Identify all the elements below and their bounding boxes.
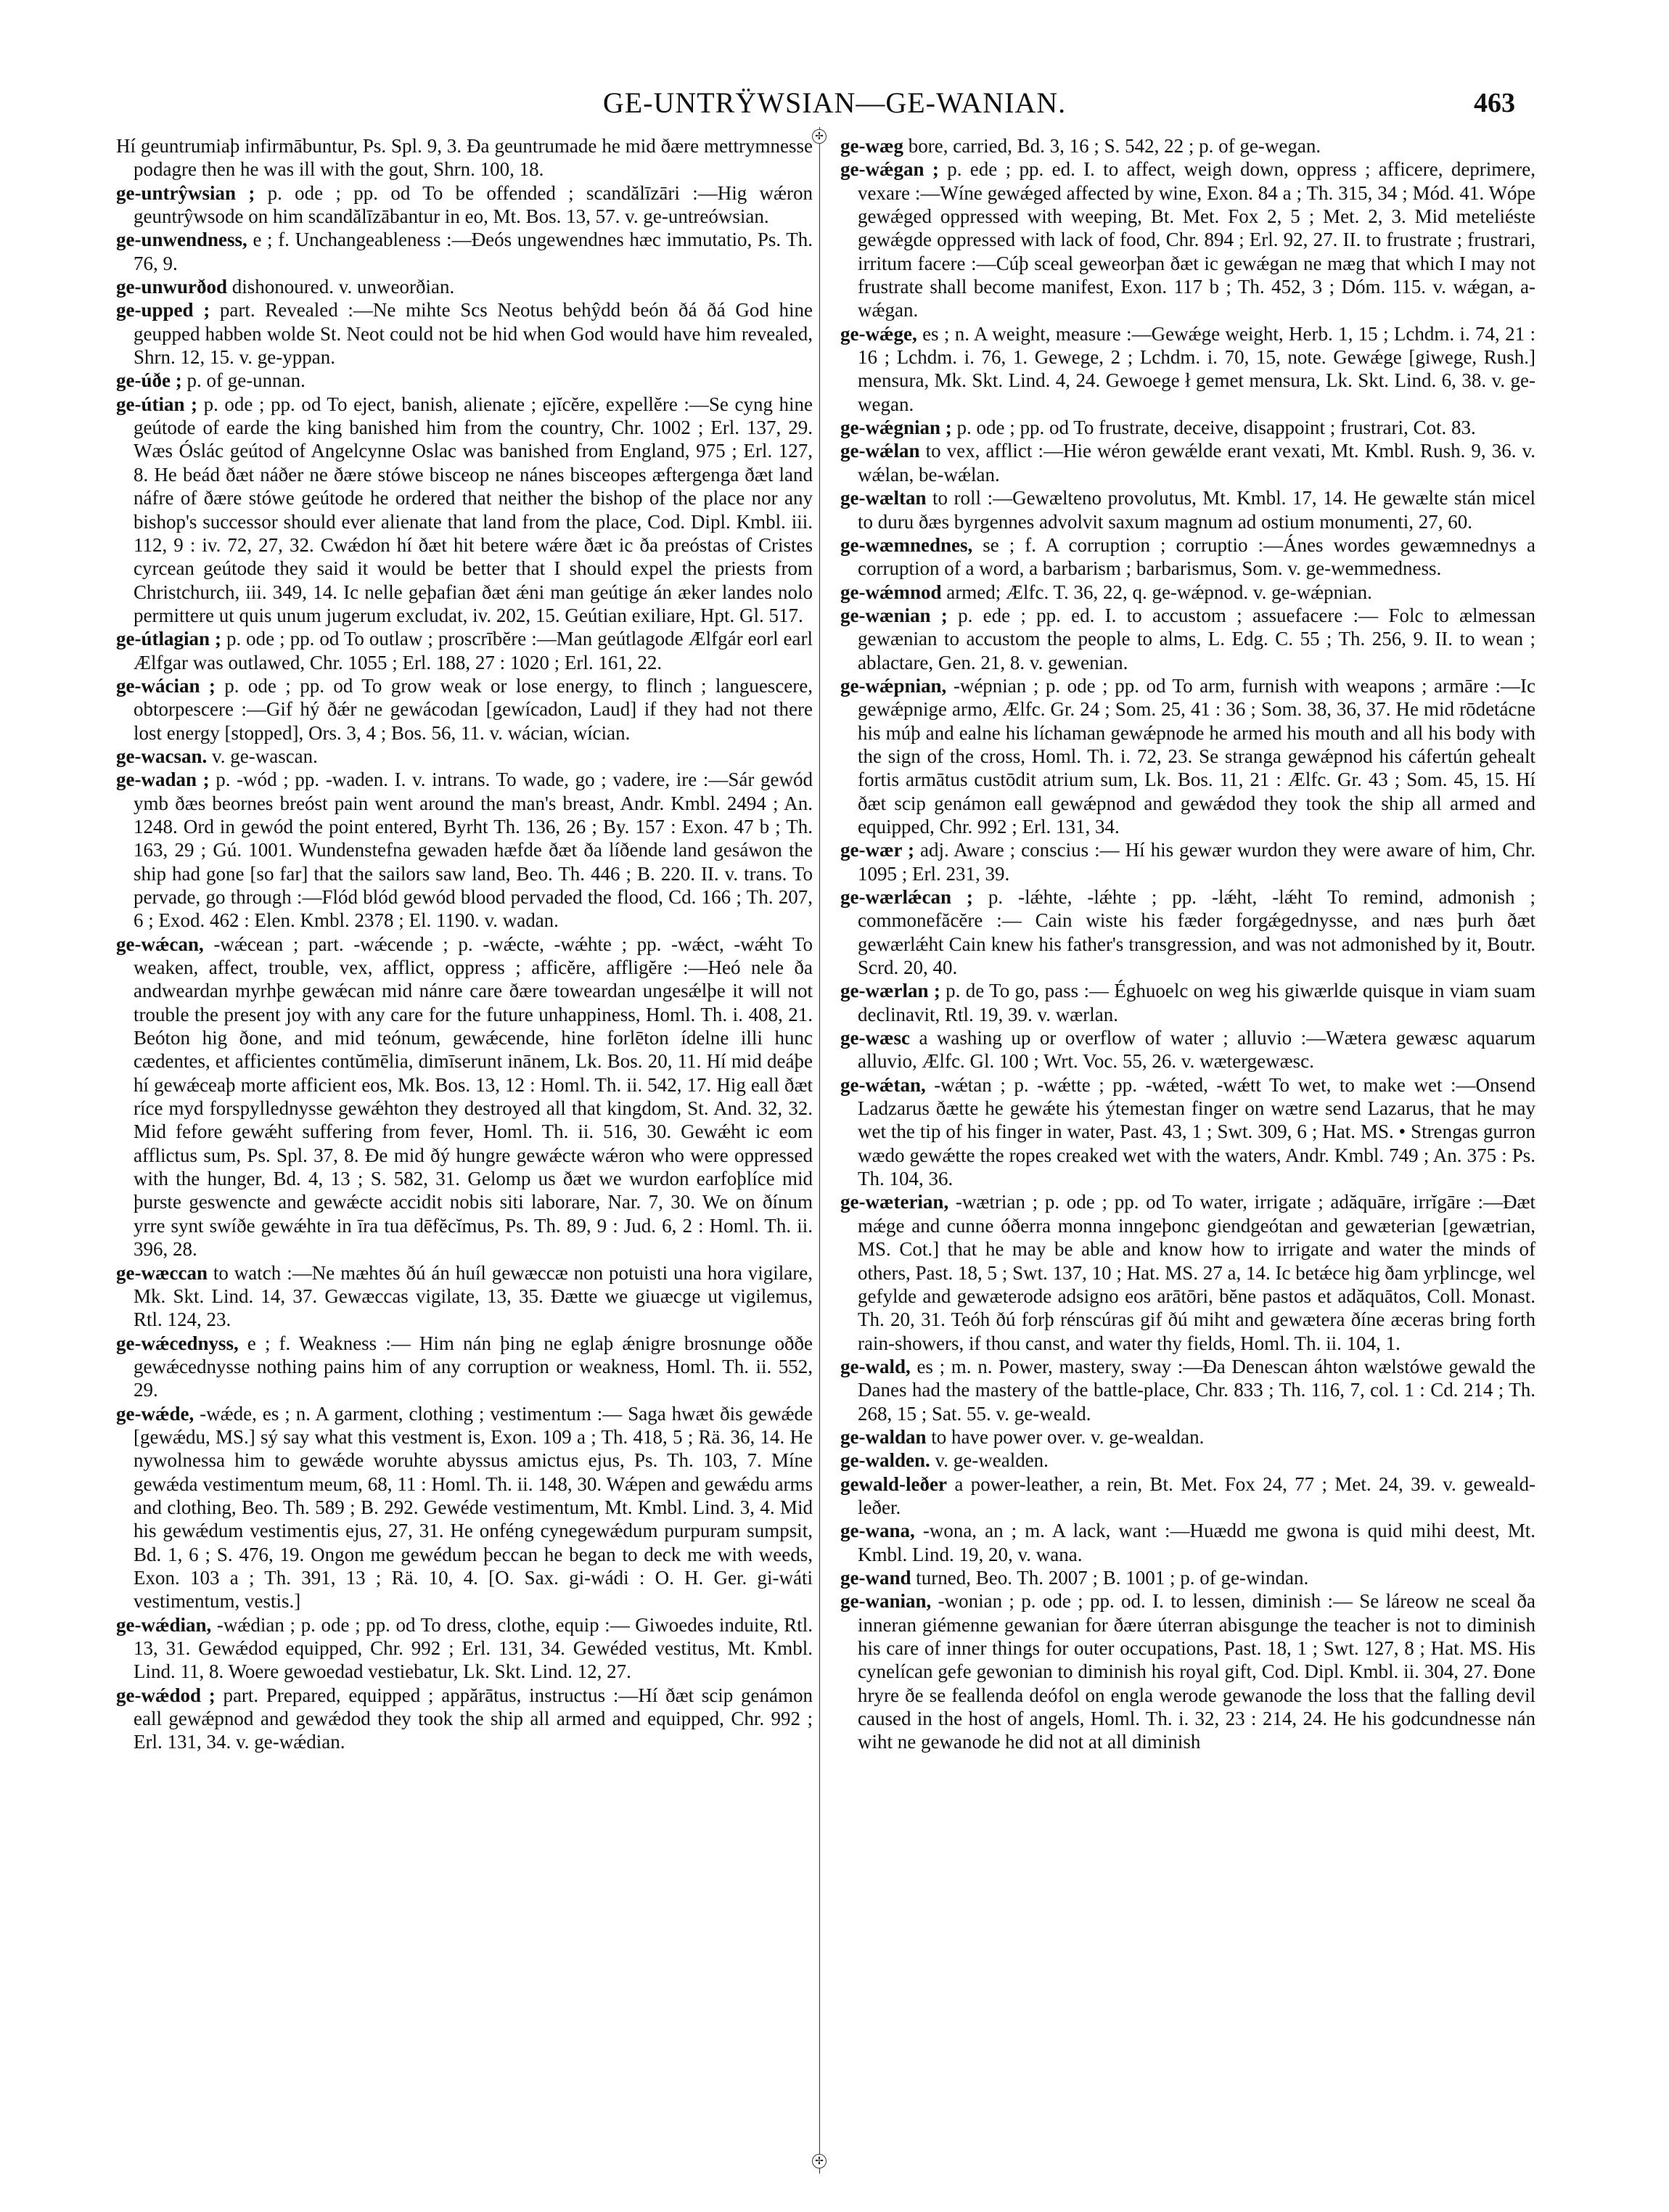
dictionary-entry xyxy=(840,134,1535,157)
entry-definition: to have power over. v. ge-wealdan. xyxy=(931,1425,1205,1448)
entry-headword: ge-wæltan xyxy=(840,487,927,509)
dictionary-entry xyxy=(840,416,1535,439)
dictionary-entry xyxy=(840,1425,1535,1449)
dictionary-entry xyxy=(840,439,1535,486)
entry-definition: turned, Beo. Th. 2007 ; B. 1001 ; p. of ge-windan. xyxy=(916,1566,1309,1589)
entry-definition: armed; Ælfc. T. 36, 22, q. ge-wǽpnod. v. ge-wǽpnian. xyxy=(946,581,1372,603)
divider-ornament-top: ✢ xyxy=(812,129,827,144)
column-divider xyxy=(819,127,820,2174)
entry-headword: ge-wær ; xyxy=(840,839,914,861)
dictionary-entry xyxy=(840,1355,1535,1425)
entry-headword: ge-wæsc xyxy=(840,1027,910,1049)
dictionary-entry xyxy=(116,134,813,181)
entry-definition: part. Revealed :—Ne mihte Scs Neotus behŷdd beón ðá ðá God hine geupped habben wolde St. Neot could not be hid when God would have him revealed, Shrn. 12, 15. v. ge-yppan. xyxy=(134,299,813,369)
entry-headword: gewald-leðer xyxy=(840,1472,947,1495)
entry-definition: p. ode ; pp. od To eject, banish, alienate ; ejĭcĕre, expellĕre :—Se cyng hine geútode of earde the king banished him from the country, Chr. 1002 ; Erl. 137, 29. Wæs Óslác geútod of Angelcynne Oslac was banished from England, 975 ; Erl. 127, 8. He beád ðæt náðer ne ðære stówe bisceop ne nánes bisceopes æftergenga ðæt land náfre of ðære stówe geútode he ordered that neither the bishop of the place nor any bishop's successor should ever alienate that land from the place, Cod. Dipl. Kmbl. iii. 112, 9 : iv. 72, 27, 32. Cwǽdon hí ðæt hit betere wǽre ðæt ic ða preóstas of Cristes cyrcean geútode they said it would be better that I should expel the priests from Christchurch, iii. 349, 14. Ic nelle geþafian ðæt ǽni man geútige án æker landes nolo permittere ut quis unum jugerum excludat, iv. 202, 15. Geútian exiliare, Hpt. Gl. 517. xyxy=(134,393,813,626)
entry-headword: ge-wærlan ; xyxy=(840,980,940,1002)
entry-definition: p. -lǽhte, -lǽhte ; pp. -lǽht, -lǽht To remind, admonish ; commonefăcĕre :— Cain wiste his fæder forgǽgednysse, and næs þurh ðæt gewærlǽht Cain knew his father's transgression, and was not admonished by it, Boutr. Scrd. 20, 40. xyxy=(858,886,1535,979)
dictionary-entry xyxy=(840,1449,1535,1472)
entry-definition: bore, carried, Bd. 3, 16 ; S. 542, 22 ; p. of ge-wegan. xyxy=(908,135,1321,157)
dictionary-entry xyxy=(116,745,813,768)
entry-definition: -wǽdian ; p. ode ; pp. od To dress, clothe, equip :— Giwoedes induite, Rtl. 13, 31. Gewǽdod equipped, Chr. 992 ; Erl. 131, 34. Gewéded vestitus, Mt. Kmbl. Lind. 11, 8. Woere gewoedad vestiebatur, Lk. Skt. Lind. 12, 27. xyxy=(134,1613,813,1683)
entry-headword: ge-wanian, xyxy=(840,1590,932,1613)
entry-headword: ge-unwendness, xyxy=(116,229,247,251)
dictionary-entry xyxy=(116,228,813,275)
dictionary-entry xyxy=(116,1684,813,1754)
entry-headword: ge-útlagian ; xyxy=(116,628,221,650)
entry-definition: -wona, an ; m. A lack, want :—Huædd me gwona is quid mihi deest, Mt. Kmbl. Lind. 19, 20, v. wana. xyxy=(858,1520,1535,1565)
dictionary-entry xyxy=(116,1613,813,1684)
entry-definition: Hí geuntrumiaþ infirmābuntur, Ps. Spl. 9, 3. Ða geuntrumade he mid ðære mettrymnesse podagre then he was ill with the gout, Shrn. 100, 18. xyxy=(116,135,813,181)
dictionary-entry xyxy=(116,298,813,369)
entry-definition: v. ge-wealden. xyxy=(935,1449,1049,1472)
entry-headword: ge-wæterian, xyxy=(840,1191,949,1213)
entry-headword: ge-wǽde, xyxy=(116,1402,194,1425)
running-title: GE-UNTRŸWSIAN—GE-WANIAN. xyxy=(602,86,1067,119)
entry-headword: ge-wæmnednes, xyxy=(840,533,973,556)
entry-definition: to roll :—Gewælteno provolutus, Mt. Kmbl. 17, 14. He gewælte stán micel to duru ðæs byrgennes advolvit saxum magnum ad ostium monumenti, 27, 60. xyxy=(858,487,1535,533)
entry-definition: -wætrian ; p. ode ; pp. od To water, irrigate ; adăquāre, irrĭgāre :—Ðæt mǽge and cunne óðerra monna inngeþonc giendgeótan and gewæterian [gewætrian, MS. Cot.] that he may be able and know how to irrigate and water the minds of others, Past. 18, 5 ; Swt. 137, 10 ; Hat. MS. 27 a, 14. Ic betǽce hig ðam yrþlincge, wel gefylde and gewæterode adsigno eos arātōri, bĕne pastos et adăquātos, Coll. Monast. Th. 20, 31. Teóh ðú forþ rénscúras gif ðú miht and gewætera ðíne æceras bring forth rain-showers, if thou canst, and water thy fields, Homl. Th. ii. 104, 1. xyxy=(858,1191,1535,1354)
dictionary-entry xyxy=(116,393,813,627)
entry-headword: ge-wæg xyxy=(840,135,903,157)
dictionary-entry xyxy=(840,486,1535,533)
entry-definition: -wépnian ; p. ode ; pp. od To arm, furnish with weapons ; armāre :—Ic gewǽpnige armo, Ælfc. Gr. 24 ; Som. 25, 41 : 36 ; Som. 38, 36, 37. He mid rōdetácne his múþ and ealne his líchaman gewǽpnode he armed his mouth and all his body with the sign of the cross, Homl. Th. i. 72, 23. Se stranga gewǽpnod his cáfertún gehealt fortis armātus custōdit atrium sum, Lk. Bos. 11, 21 : Ælfc. Gr. 43 ; Som. 45, 15. Hí ðæt scip genámon eall gewǽpnod and gewǽdod they took the ship all armed and equipped, Chr. 992 ; Erl. 131, 34. xyxy=(858,674,1535,837)
entry-headword: ge-walden. xyxy=(840,1449,930,1472)
dictionary-entry xyxy=(840,581,1535,604)
entry-definition: v. ge-wascan. xyxy=(211,745,318,767)
entry-definition: p. -wód ; pp. -waden. I. v. intrans. To wade, go ; vadere, ire :—Sár gewód ymb ðæs beornes breóst pain went around the man's breast, Andr. Kmbl. 2494 ; An. 1248. Ord in gewód the point entered, Byrht Th. 136, 26 ; By. 157 : Exon. 47 b ; Th. 163, 29 ; Gú. 1001. Wundenstefna gewaden hæfde ðæt ða líðende land gesáwon the ship had gone [so far] that the sailors saw land, Beo. Th. 446 ; B. 220. II. v. trans. To pervade, go through :—Flód blód gewód blood pervaded the flood, Cd. 166 ; Th. 207, 6 ; Exod. 462 : Elen. Kmbl. 2378 ; El. 1190. v. wadan. xyxy=(134,769,813,932)
entry-definition: p. ode ; pp. od To grow weak or lose energy, to flinch ; languescere, obtorpescere :—Gif hý ðǽr ne gewácodan [gewícadon, Laud] if they had not there lost energy [stopped], Ors. 3, 4 ; Bos. 56, 11. v. wácian, wícian. xyxy=(134,674,813,744)
dictionary-entry xyxy=(840,885,1535,979)
entry-headword: ge-úðe ; xyxy=(116,369,182,392)
dictionary-entry xyxy=(840,1073,1535,1191)
entry-definition: to watch :—Ne mæhtes ðú án huíl gewæccæ non potuisti una hora vigilare, Mk. Skt. Lind. 14, 37. Gewæccas vigilate, 13, 35. Ðætte we giuæcge ut vigilemus, Rtl. 124, 23. xyxy=(134,1261,813,1331)
divider-ornament-bottom: ✢ xyxy=(812,2154,827,2168)
dictionary-entry xyxy=(116,1402,813,1613)
dictionary-entry xyxy=(116,674,813,745)
dictionary-entry xyxy=(840,322,1535,416)
entry-headword: ge-waldan xyxy=(840,1425,927,1448)
entry-headword: ge-wǽdod ; xyxy=(116,1684,216,1706)
entry-definition: p. ode ; pp. od To outlaw ; proscrībĕre :—Man geútlagode Ælfgár eorl earl Ælfgar was outlawed, Chr. 1055 ; Erl. 188, 27 : 1020 ; Erl. 161, 22. xyxy=(134,628,813,673)
entry-headword: ge-wærlǽcan ; xyxy=(840,886,973,908)
entry-definition: -wǽtan ; p. -wǽtte ; pp. -wǽted, -wǽtt To wet, to make wet :—Onsend Ladzarus ðætte he gewǽte his ýtemestan finger on wætre send Lazarus, that he may wet the tip of his finger in water, Past. 43, 1 ; Swt. 309, 6 ; Hat. MS. • Strengas gurron wædo gewǽtte the ropes creaked wet with the waters, Andr. Kmbl. 749 ; An. 375 : Ps. Th. 104, 36. xyxy=(858,1073,1535,1190)
entry-headword: ge-wǽmnod xyxy=(840,581,942,603)
entry-definition: se ; f. A corruption ; corruptio :—Ánes wordes gewæmnednys a corruption of a word, a barbarism ; barbarismus, Som. v. ge-wemmedness. xyxy=(858,533,1535,580)
dictionary-entry xyxy=(840,604,1535,674)
entry-headword: ge-wǽcan, xyxy=(116,933,204,955)
entry-definition: p. de To go, pass :— Éghuoelc on weg his giwærlde quisque in viam suam declinavit, Rtl. 19, 39. v. wærlan. xyxy=(858,980,1535,1025)
entry-definition: adj. Aware ; conscius :— Hí his gewær wurdon they were aware of him, Chr. 1095 ; Erl. 231, 39. xyxy=(858,839,1535,885)
entry-headword: ge-wǽgan ; xyxy=(840,158,939,181)
dictionary-entry xyxy=(116,933,813,1261)
right-column xyxy=(840,134,1535,2174)
dictionary-entry xyxy=(840,1472,1535,1520)
dictionary-entry xyxy=(116,1332,813,1402)
entry-headword: ge-wadan ; xyxy=(116,769,210,791)
dictionary-entry xyxy=(116,768,813,932)
entry-headword: ge-wǽgnian ; xyxy=(840,417,952,439)
dictionary-entry xyxy=(116,181,813,229)
entry-definition: es ; m. n. Power, mastery, sway :—Ða Denescan áhton wælstówe gewald the Danes had the mastery of the battle-place, Chr. 833 ; Th. 116, 7, col. 1 : Cd. 214 ; Th. 268, 15 ; Sat. 55. v. ge-weald. xyxy=(858,1355,1535,1425)
dictionary-entry xyxy=(116,627,813,674)
entry-definition: a washing up or overflow of water ; alluvio :—Wætera gewæsc aquarum alluvio, Ælfc. Gl. 100 ; Wrt. Voc. 55, 26. v. wætergewæsc. xyxy=(858,1027,1535,1073)
entry-definition: p. ode ; pp. od To be offended ; scandălīzāri :—Hig wǽron geuntrŷwsode on him scandălīzābantur in eo, Mt. Bos. 13, 57. v. ge-untreówsian. xyxy=(134,181,813,228)
entry-headword: ge-wǽtan, xyxy=(840,1073,926,1096)
entry-definition: -wonian ; p. ode ; pp. od. I. to lessen, diminish :— Se láreow ne sceal ða inneran giémenne gewanian for ðære úterran abisgunge the teacher is not to diminish his care of inner things for outer occupations, Past. 18, 1 ; Swt. 127, 8 ; Hat. MS. His cynelícan gefe gewonian to diminish his royal gift, Cod. Dipl. Kmbl. ii. 304, 27. Ðone hryre ðe se feallenda deófol on engla werode gewanode the loss that the falling devil caused in the host of angels, Homl. Th. i. 32, 23 : 214, 24. He his godcundnesse nán wiht ne gewanode he did not at all diminish xyxy=(858,1590,1535,1753)
entry-definition: p. ode ; pp. od To frustrate, deceive, disappoint ; frustrari, Cot. 83. xyxy=(956,417,1476,439)
dictionary-entry xyxy=(840,979,1535,1026)
entry-definition: -wǽde, es ; n. A garment, clothing ; vestimentum :— Saga hwæt ðis gewǽde [gewǽdu, MS.] sý say what this vestment is, Exon. 109 a ; Th. 418, 5 ; Rä. 36, 14. He nywolnessa him to gewǽde woruhte abyssus amictus ejus, Ps. Th. 103, 7. Míne gewǽda vestimentum meum, 68, 11 : Homl. Th. ii. 148, 30. Wǽpen and gewǽdu arms and clothing, Beo. Th. 589 ; B. 292. Gewéde vestimentum, Mt. Kmbl. Lind. 3, 4. Mid his gewǽdum vestimentis ejus, 27, 31. He onféng cynegewǽdum purpuram sumpsit, Bd. 1, 6 ; S. 476, 19. Ongon me gewédum þeccan he began to deck me with weeds, Exon. 103 a ; Th. 391, 13 ; Rä. 10, 4. [O. Sax. gi-wádi : O. H. Ger. gi-wáti vestimentum, vestis.] xyxy=(134,1402,813,1613)
entry-definition: a power-leather, a rein, Bt. Met. Fox 24, 77 ; Met. 24, 39. v. geweald-leðer. xyxy=(858,1472,1535,1518)
entry-headword: ge-untrŷwsian ; xyxy=(116,181,255,204)
entry-definition: es ; n. A weight, measure :—Gewǽge weight, Herb. 1, 15 ; Lchdm. i. 74, 21 : 16 ; Lchdm. i. 76, 1. Gewege, 2 ; Lchdm. i. 70, 15, note. Gewǽge [giwege, Rush.] mensura, Mk. Skt. Lind. 4, 24. Gewoege ł gemet mensura, Lk. Skt. Lind. 6, 38. v. ge-wegan. xyxy=(858,322,1535,415)
entry-headword: ge-wæccan xyxy=(116,1261,208,1284)
dictionary-entry xyxy=(840,533,1535,581)
page-header xyxy=(116,86,1553,136)
entry-headword: ge-wana, xyxy=(840,1520,915,1542)
entry-definition: part. Prepared, equipped ; appărātus, instructus :—Hí ðæt scip genámon eall gewǽpnod and gewǽdod they took the ship all armed and equipped, Chr. 992 ; Erl. 131, 34. v. ge-wǽdian. xyxy=(134,1684,813,1753)
entry-headword: ge-wǽge, xyxy=(840,322,917,345)
dictionary-entry xyxy=(840,1190,1535,1354)
dictionary-entry xyxy=(840,674,1535,838)
entry-headword: ge-wacsan. xyxy=(116,745,208,767)
dictionary-entry xyxy=(840,157,1535,321)
page-number: 463 xyxy=(1474,88,1515,118)
entry-definition: e ; f. Weakness :— Him nán þing ne eglaþ ǽnigre brosnunge oððe gewǽcednysse nothing pains him of any corruption or weakness, Homl. Th. ii. 552, 29. xyxy=(134,1332,813,1401)
entry-headword: ge-wænian ; xyxy=(840,604,948,626)
entry-headword: ge-wǽcednyss, xyxy=(116,1332,239,1354)
entry-headword: ge-wald, xyxy=(840,1355,911,1377)
entry-definition: -wǽcean ; part. -wǽcende ; p. -wǽcte, -wǽhte ; pp. -wǽct, -wǽht To weaken, affect, trouble, vex, afflict, oppress ; afficĕre, affligĕre :—Heó nele ða andweardan myrhþe gewǽcan mid nánre care ðære toweardan ungesǽlþe it will not trouble the present joy with any care for the future unhappiness, Homl. Th. i. 408, 21. Beóton hig ðone, and mid teónum, gewǽcende, hine forlēton ídelne illi hunc cædentes, et afficientes contŭmēlia, dimīserunt inānem, Lk. Bos. 20, 11. Hí mid deáþe hí gewǽceaþ morte afficient eos, Mk. Bos. 13, 12 : Homl. Th. ii. 542, 17. Hig eall ðæt ríce myd forspyllednysse gewǽhton they destroyed all that kingdom, St. And. 32, 32. Mid fefore gewǽht suffering from fever, Homl. Th. ii. 516, 30. Gewǽht ic eom afflictus sum, Ps. Spl. 37, 8. Ðe mid ðý hungre gewǽcte wǽron who were oppressed with the hunger, Bd. 4, 13 ; S. 582, 31. Gelomp us ðæt we wurdon earfoþlíce mid þurste geswencte and gewǽcte accidit nobis siti laborare, Nar. 7, 30. We on ðínum yrre synt swíðe gewǽhte in īra tua dēfĕcĭmus, Ps. Th. 89, 9 : Jud. 6, 2 : Homl. Th. ii. 396, 28. xyxy=(134,933,813,1261)
entry-definition: dishonoured. v. unweorðian. xyxy=(231,276,455,298)
entry-headword: ge-upped ; xyxy=(116,299,210,321)
entry-headword: ge-útian ; xyxy=(116,393,198,415)
dictionary-entry xyxy=(840,1589,1535,1753)
dictionary-entry xyxy=(840,1566,1535,1589)
entry-definition: p. of ge-unnan. xyxy=(186,369,305,392)
entry-definition: e ; f. Unchangeableness :—Ðeós ungewendnes hæc immutatio, Ps. Th. 76, 9. xyxy=(134,229,813,274)
entry-definition: p. ede ; pp. ed. I. to accustom ; assuefacere :— Folc to ælmessan gewænian to accustom the people to alms, L. Edg. C. 55 ; Th. 256, 9. II. to wean ; ablactare, Gen. 21, 8. v. gewenian. xyxy=(858,604,1535,673)
entry-definition: p. ede ; pp. ed. I. to affect, weigh down, oppress ; afficere, deprimere, vexare :—Wíne gewǽged affected by wine, Exon. 84 a ; Th. 315, 34 ; Mód. 41. Wópe gewǽged oppressed with weeping, Bt. Met. Fox 2, 5 ; Met. 2, 3. Mid meteliéste gewǽgde oppressed with lack of food, Chr. 894 ; Erl. 92, 27. II. to frustrate ; frustrari, irritum facere :—Cúþ sceal geweorþan ðæt ic gewǽgan ne mæg that which I may not frustrate shall become manifest, Exon. 117 b ; Th. 452, 3 ; Dóm. 115. v. wǽgan, a-wǽgan. xyxy=(858,158,1535,321)
entry-headword: ge-wǽdian, xyxy=(116,1613,212,1636)
entry-headword: ge-unwurðod xyxy=(116,276,228,298)
entry-headword: ge-wǽpnian, xyxy=(840,674,947,697)
dictionary-entry xyxy=(116,369,813,392)
entry-definition: to vex, afflict :—Hie wéron gewǽlde erant vexati, Mt. Kmbl. Rush. 9, 36. v. wǽlan, be-wǽlan. xyxy=(858,440,1535,486)
dictionary-entry xyxy=(840,1026,1535,1073)
entry-headword: ge-wand xyxy=(840,1566,911,1589)
dictionary-entry xyxy=(116,1261,813,1332)
dictionary-entry xyxy=(840,838,1535,885)
dictionary-entry xyxy=(116,275,813,298)
left-column xyxy=(116,134,813,2174)
entry-headword: ge-wácian ; xyxy=(116,674,216,697)
entry-headword: ge-wǽlan xyxy=(840,440,920,462)
dictionary-entry xyxy=(840,1519,1535,1566)
